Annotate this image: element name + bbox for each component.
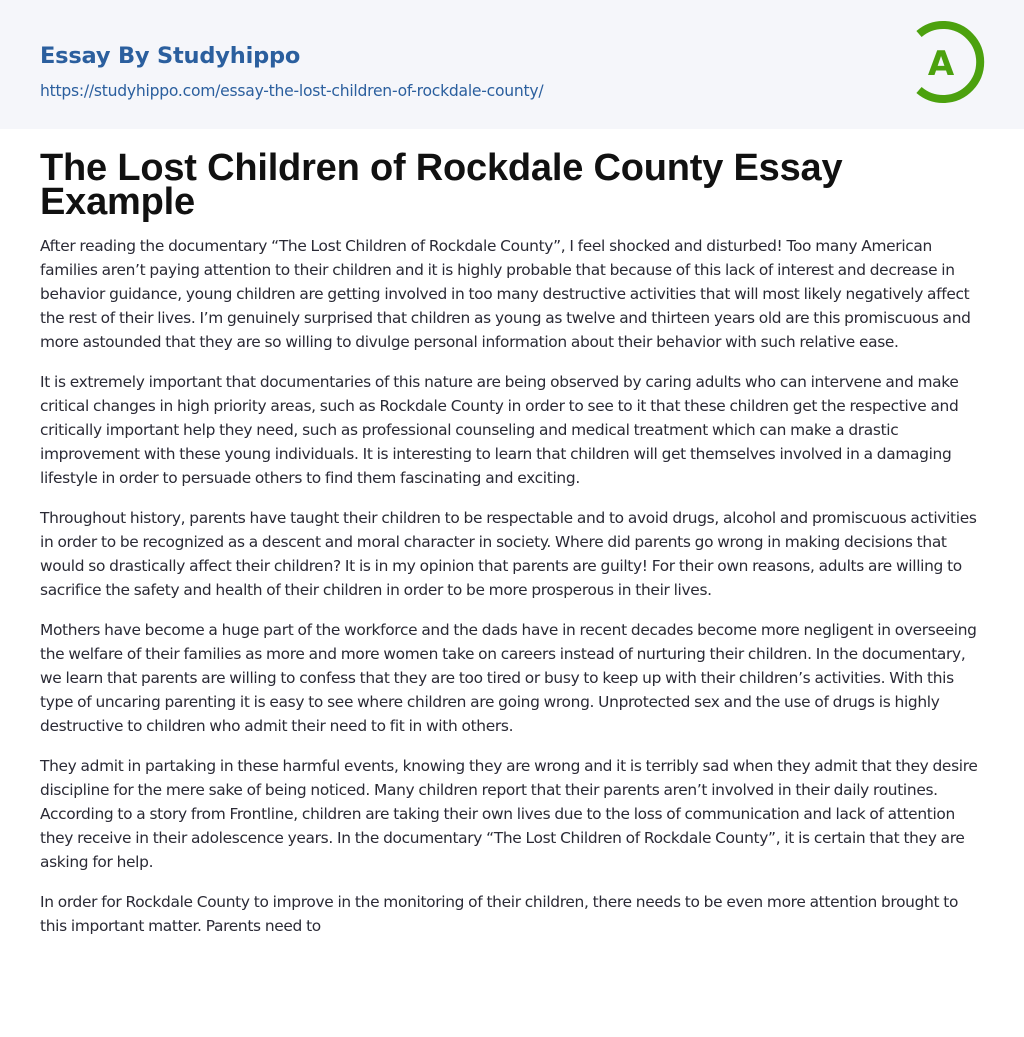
essay-body <box>40 234 984 938</box>
essay-url-link[interactable]: https://studyhippo.com/essay-the-lost-children-of-rockdale-county/ <box>40 82 544 100</box>
page-title: The Lost Children of Rockdale County Essay Example <box>40 147 843 223</box>
svg-text:A: A <box>927 44 955 84</box>
studyhippo-logo-icon[interactable] <box>905 18 989 106</box>
brand-title: Essay By Studyhippo <box>40 43 301 69</box>
essay-paragraph: In order for Rockdale County to improve in the monitoring of their children, there needs to be even more attention brought to this important matter. Parents need to <box>40 893 959 935</box>
site-header <box>0 0 1024 129</box>
essay-paragraph: Mothers have become a huge part of the workforce and the dads have in recent decades become more negligent in overseeing the welfare of their families as more and more women take on careers instead of nurturing their children. In the documentary, we learn that parents are willing to confess that they are too tired or busy to keep up with their children’s activities. With this type of uncaring parenting it is easy to see where children are going wrong. Unprotected sex and the use of drugs is highly destructive to children who admit their need to fit in with others. <box>40 621 977 735</box>
article <box>0 147 1024 938</box>
essay-paragraph: After reading the documentary “The Lost Children of Rockdale County”, I feel shocked and disturbed! Too many American families aren’t paying attention to their children and it is highly probable that because of this lack of interest and decrease in behavior guidance, young children are getting involved in too many destructive activities that will most likely negatively affect the rest of their lives. I’m genuinely surprised that children as young as twelve and thirteen years old are this promiscuous and more astounded that they are so willing to divulge personal information about their behavior with such relative ease. <box>40 237 971 351</box>
essay-paragraph: They admit in partaking in these harmful events, knowing they are wrong and it is terribly sad when they admit that they desire discipline for the mere sake of being noticed. Many children report that their parents aren’t involved in their daily routines. According to a story from Frontline, children are taking their own lives due to the loss of communication and lack of attention they receive in their adolescence years. In the documentary “The Lost Children of Rockdale County”, it is certain that they are asking for help. <box>40 757 978 871</box>
essay-paragraph: Throughout history, parents have taught their children to be respectable and to avoid drugs, alcohol and promiscuous activities in order to be recognized as a descent and moral character in society. Where did parents go wrong in making decisions that would so drastically affect their children? It is in my opinion that parents are guilty! For their own reasons, adults are willing to sacrifice the safety and health of their children in order to be more prosperous in their lives. <box>40 509 977 599</box>
essay-paragraph: It is extremely important that documentaries of this nature are being observed by caring adults who can intervene and make critical changes in high priority areas, such as Rockdale County in order to see to it that these children get the respective and critically important help they need, such as professional counseling and medical treatment which can make a drastic improvement with these young individuals. It is interesting to learn that children will get themselves involved in a damaging lifestyle in order to persuade others to find them fascinating and exciting. <box>40 373 959 487</box>
